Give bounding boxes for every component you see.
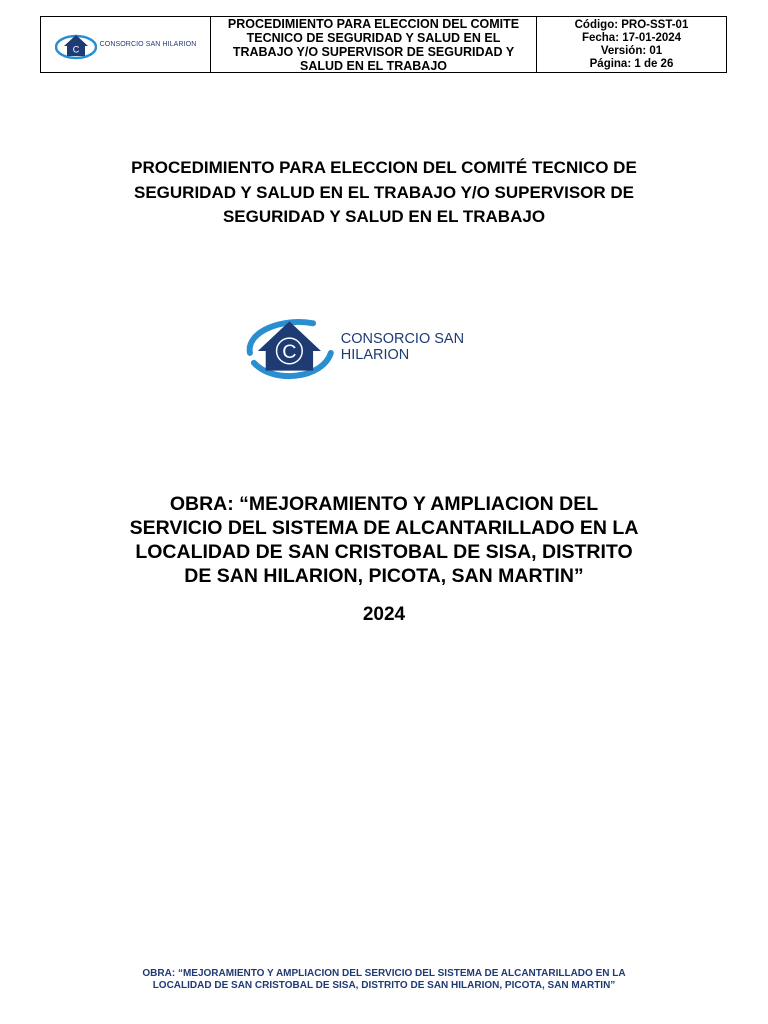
- doc-version: Versión: 01: [600, 44, 663, 57]
- doc-page-number: Página: 1 de 26: [589, 57, 674, 70]
- header-logo-text: CONSORCIO SAN HILARION: [99, 41, 197, 48]
- project-name-line: OBRA: “MEJORAMIENTO Y AMPLIACION DEL: [169, 493, 599, 515]
- project-name-line: LOCALIDAD DE SAN CRISTOBAL DE SISA, DISTRITO: [135, 541, 633, 563]
- svg-text:C: C: [72, 44, 79, 54]
- header-company-logo: [55, 30, 197, 60]
- footer-line: LOCALIDAD DE SAN CRISTOBAL DE SISA, DISTRITO DE SAN HILARION, PICOTA, SAN MARTIN”: [152, 980, 616, 991]
- header-title-line: SALUD EN EL TRABAJO: [299, 58, 447, 73]
- document-title-line: PROCEDIMIENTO PARA ELECCION DEL COMITÉ TECNICO DE: [131, 158, 637, 177]
- doc-code: Código: PRO-SST-01: [574, 18, 689, 31]
- header-meta-cell: [537, 17, 726, 72]
- header-title-line: TECNICO DE SEGURIDAD Y SALUD EN EL: [246, 30, 501, 45]
- house-logo-icon: [55, 30, 97, 60]
- doc-date: Fecha: 17-01-2024: [581, 31, 682, 44]
- project-name-line: DE SAN HILARION, PICOTA, SAN MARTIN”: [184, 565, 584, 587]
- document-year: 2024: [362, 604, 406, 625]
- header-title-line: TRABAJO Y/O SUPERVISOR DE SEGURIDAD Y: [232, 44, 515, 59]
- header-title-cell: [211, 17, 537, 72]
- company-logo: [244, 307, 534, 387]
- svg-text:C: C: [282, 340, 297, 363]
- document-header-table: [40, 16, 727, 73]
- page-footer: [84, 968, 684, 992]
- header-title-line: PROCEDIMIENTO PARA ELECCION DEL COMITE: [227, 16, 520, 31]
- project-name-line: SERVICIO DEL SISTEMA DE ALCANTARILLADO EN LA: [129, 517, 639, 539]
- document-title-line: SEGURIDAD Y SALUD EN EL TRABAJO Y/O SUPERVISOR DE: [133, 182, 635, 202]
- company-logo-text: CONSORCIO SAN HILARION: [340, 331, 465, 363]
- house-logo-icon: [244, 313, 335, 381]
- document-title: [84, 156, 684, 230]
- header-logo-cell: [41, 17, 211, 72]
- document-title-line: SEGURIDAD Y SALUD EN EL TRABAJO: [222, 207, 546, 226]
- project-name: [84, 492, 684, 588]
- footer-line: OBRA: “MEJORAMIENTO Y AMPLIACION DEL SERVICIO DEL SISTEMA DE ALCANTARILLADO EN LA: [142, 968, 626, 979]
